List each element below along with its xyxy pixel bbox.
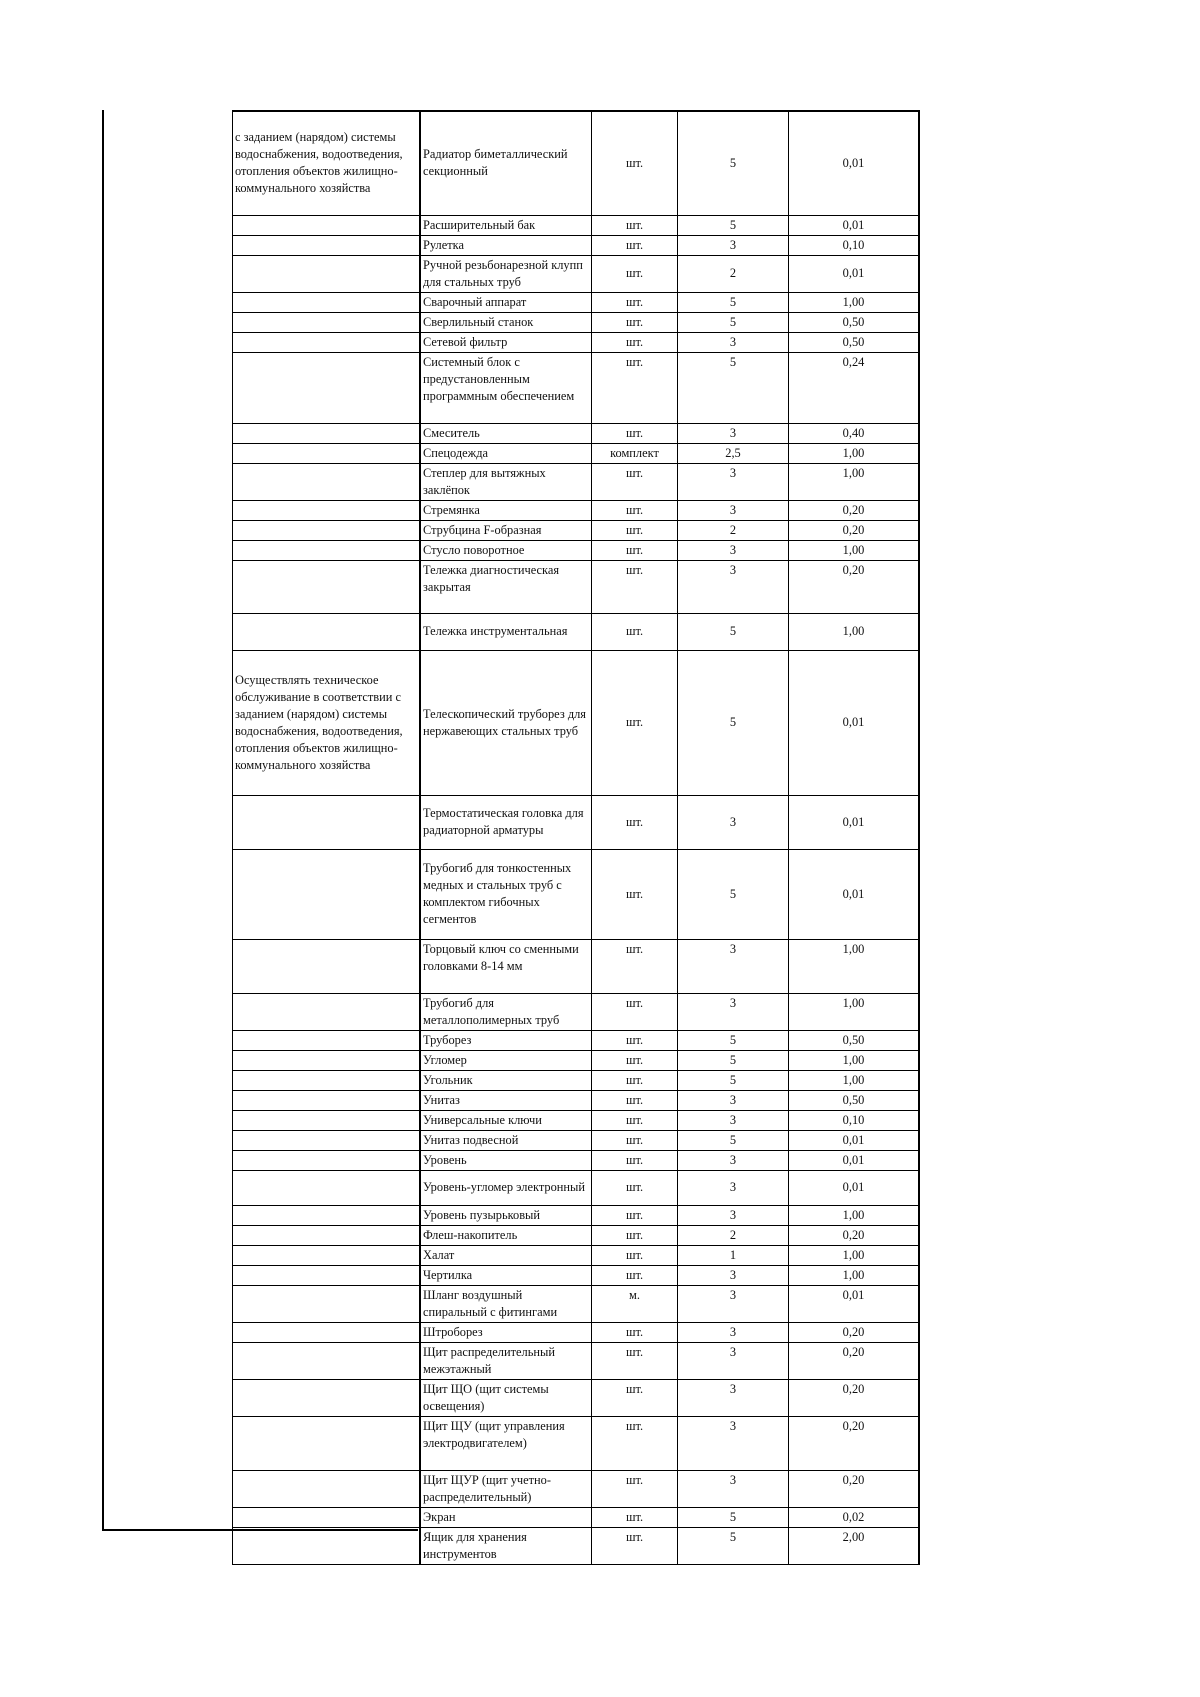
value-cell: 0,01 bbox=[789, 1130, 920, 1150]
unit-cell: шт. bbox=[592, 423, 678, 443]
unit-cell: шт. bbox=[592, 312, 678, 332]
quantity-cell: 3 bbox=[678, 235, 789, 255]
table-row bbox=[233, 650, 920, 795]
unit-cell: шт. bbox=[592, 1342, 678, 1379]
value-cell: 1,00 bbox=[789, 540, 920, 560]
item-name-cell: Ручной резьбонарезной клупп для стальных труб bbox=[420, 255, 592, 292]
item-name-cell: Торцовый ключ со сменными головками 8-14 мм bbox=[420, 939, 592, 993]
table-row bbox=[233, 352, 920, 423]
item-name-cell: Щит ЩУР (щит учетно-распределительный) bbox=[420, 1470, 592, 1507]
table-row bbox=[233, 1265, 920, 1285]
quantity-cell: 5 bbox=[678, 215, 789, 235]
table-row bbox=[233, 1070, 920, 1090]
unit-cell: шт. bbox=[592, 1379, 678, 1416]
quantity-cell: 3 bbox=[678, 463, 789, 500]
quantity-cell: 2 bbox=[678, 255, 789, 292]
unit-cell: шт. bbox=[592, 1110, 678, 1130]
value-cell: 0,01 bbox=[789, 111, 920, 215]
unit-cell: шт. bbox=[592, 1527, 678, 1564]
quantity-cell: 3 bbox=[678, 1110, 789, 1130]
item-name-cell: Чертилка bbox=[420, 1265, 592, 1285]
activity-cell bbox=[233, 1507, 421, 1527]
table-row bbox=[233, 1050, 920, 1070]
item-name-cell: Уровень bbox=[420, 1150, 592, 1170]
value-cell: 0,20 bbox=[789, 1379, 920, 1416]
table-row bbox=[233, 235, 920, 255]
activity-cell bbox=[233, 1285, 421, 1322]
unit-cell: шт. bbox=[592, 1150, 678, 1170]
unit-cell: шт. bbox=[592, 111, 678, 215]
table-row bbox=[233, 1030, 920, 1050]
activity-cell bbox=[233, 1050, 421, 1070]
quantity-cell: 3 bbox=[678, 1285, 789, 1322]
unit-cell: шт. bbox=[592, 1130, 678, 1150]
unit-cell: шт. bbox=[592, 795, 678, 849]
value-cell: 0,40 bbox=[789, 423, 920, 443]
item-name-cell: Трубогиб для металлополимерных труб bbox=[420, 993, 592, 1030]
item-name-cell: Тележка диагностическая закрытая bbox=[420, 560, 592, 613]
quantity-cell: 5 bbox=[678, 1070, 789, 1090]
item-name-cell: Стусло поворотное bbox=[420, 540, 592, 560]
activity-cell bbox=[233, 1170, 421, 1205]
unit-cell: шт. bbox=[592, 613, 678, 650]
value-cell: 1,00 bbox=[789, 939, 920, 993]
quantity-cell: 3 bbox=[678, 993, 789, 1030]
quantity-cell: 3 bbox=[678, 1150, 789, 1170]
value-cell: 0,01 bbox=[789, 215, 920, 235]
unit-cell: шт. bbox=[592, 849, 678, 939]
value-cell: 0,01 bbox=[789, 849, 920, 939]
value-cell: 0,10 bbox=[789, 235, 920, 255]
unit-cell: шт. bbox=[592, 939, 678, 993]
table-row bbox=[233, 1322, 920, 1342]
quantity-cell: 3 bbox=[678, 1090, 789, 1110]
table-row bbox=[233, 443, 920, 463]
table-row bbox=[233, 1130, 920, 1150]
item-name-cell: Экран bbox=[420, 1507, 592, 1527]
unit-cell: шт. bbox=[592, 520, 678, 540]
activity-cell bbox=[233, 215, 421, 235]
activity-cell bbox=[233, 520, 421, 540]
quantity-cell: 5 bbox=[678, 1030, 789, 1050]
table-row bbox=[233, 1416, 920, 1470]
quantity-cell: 3 bbox=[678, 1470, 789, 1507]
quantity-cell: 2,5 bbox=[678, 443, 789, 463]
activity-cell bbox=[233, 463, 421, 500]
value-cell: 0,50 bbox=[789, 312, 920, 332]
value-cell: 0,02 bbox=[789, 1507, 920, 1527]
unit-cell: м. bbox=[592, 1285, 678, 1322]
unit-cell: шт. bbox=[592, 1470, 678, 1507]
activity-cell bbox=[233, 1070, 421, 1090]
unit-cell: комплект bbox=[592, 443, 678, 463]
quantity-cell: 3 bbox=[678, 1170, 789, 1205]
table-row bbox=[233, 215, 920, 235]
unit-cell: шт. bbox=[592, 1245, 678, 1265]
unit-cell: шт. bbox=[592, 1050, 678, 1070]
item-name-cell: Расширительный бак bbox=[420, 215, 592, 235]
table-row bbox=[233, 849, 920, 939]
value-cell: 0,20 bbox=[789, 500, 920, 520]
table-row bbox=[233, 500, 920, 520]
activity-cell bbox=[233, 1265, 421, 1285]
quantity-cell: 5 bbox=[678, 613, 789, 650]
unit-cell: шт. bbox=[592, 1225, 678, 1245]
unit-cell: шт. bbox=[592, 235, 678, 255]
table-row bbox=[233, 423, 920, 443]
quantity-cell: 3 bbox=[678, 1265, 789, 1285]
quantity-cell: 3 bbox=[678, 500, 789, 520]
value-cell: 0,24 bbox=[789, 352, 920, 423]
item-name-cell: Трубогиб для тонкостенных медных и стальных труб с комплектом гибочных сегментов bbox=[420, 849, 592, 939]
activity-cell bbox=[233, 540, 421, 560]
activity-cell bbox=[233, 500, 421, 520]
value-cell: 0,20 bbox=[789, 1470, 920, 1507]
value-cell: 1,00 bbox=[789, 1050, 920, 1070]
table-row bbox=[233, 1110, 920, 1130]
value-cell: 0,50 bbox=[789, 332, 920, 352]
item-name-cell: Стремянка bbox=[420, 500, 592, 520]
table-row bbox=[233, 1527, 920, 1564]
quantity-cell: 3 bbox=[678, 1416, 789, 1470]
quantity-cell: 5 bbox=[678, 849, 789, 939]
item-name-cell: Струбцина F-образная bbox=[420, 520, 592, 540]
quantity-cell: 5 bbox=[678, 312, 789, 332]
item-name-cell: Универсальные ключи bbox=[420, 1110, 592, 1130]
table-row bbox=[233, 332, 920, 352]
table-row bbox=[233, 520, 920, 540]
value-cell: 0,50 bbox=[789, 1090, 920, 1110]
item-name-cell: Сетевой фильтр bbox=[420, 332, 592, 352]
item-name-cell: Сверлильный станок bbox=[420, 312, 592, 332]
value-cell: 1,00 bbox=[789, 993, 920, 1030]
item-name-cell: Системный блок с предустановленным программным обеспечением bbox=[420, 352, 592, 423]
activity-cell bbox=[233, 1110, 421, 1130]
activity-cell bbox=[233, 1527, 421, 1564]
quantity-cell: 3 bbox=[678, 1379, 789, 1416]
table-row bbox=[233, 111, 920, 215]
quantity-cell: 3 bbox=[678, 560, 789, 613]
value-cell: 0,20 bbox=[789, 1225, 920, 1245]
activity-cell bbox=[233, 560, 421, 613]
activity-cell bbox=[233, 1225, 421, 1245]
activity-cell bbox=[233, 613, 421, 650]
table-row bbox=[233, 1245, 920, 1265]
quantity-cell: 5 bbox=[678, 650, 789, 795]
table-row bbox=[233, 795, 920, 849]
unit-cell: шт. bbox=[592, 650, 678, 795]
left-column-border bbox=[102, 110, 104, 1530]
activity-cell: Осуществлять техническое обслуживание в соответствии с заданием (нарядом) системы водоснабжения, водоотведения, отопления объектов жилищно-коммунального хозяйства bbox=[233, 650, 421, 795]
quantity-cell: 2 bbox=[678, 520, 789, 540]
table-row bbox=[233, 1205, 920, 1225]
table-row bbox=[233, 939, 920, 993]
activity-cell bbox=[233, 1130, 421, 1150]
unit-cell: шт. bbox=[592, 560, 678, 613]
item-name-cell: Труборез bbox=[420, 1030, 592, 1050]
unit-cell: шт. bbox=[592, 463, 678, 500]
value-cell: 0,20 bbox=[789, 1416, 920, 1470]
item-name-cell: Щит ЩУ (щит управления электродвигателем) bbox=[420, 1416, 592, 1470]
item-name-cell: Смеситель bbox=[420, 423, 592, 443]
equipment-table-body bbox=[233, 111, 920, 1564]
activity-cell bbox=[233, 255, 421, 292]
activity-cell bbox=[233, 1342, 421, 1379]
quantity-cell: 5 bbox=[678, 1130, 789, 1150]
quantity-cell: 5 bbox=[678, 1527, 789, 1564]
item-name-cell: Угломер bbox=[420, 1050, 592, 1070]
value-cell: 0,01 bbox=[789, 1150, 920, 1170]
activity-cell bbox=[233, 1245, 421, 1265]
table-row bbox=[233, 1285, 920, 1322]
unit-cell: шт. bbox=[592, 352, 678, 423]
quantity-cell: 5 bbox=[678, 292, 789, 312]
activity-cell bbox=[233, 795, 421, 849]
table-row bbox=[233, 613, 920, 650]
item-name-cell: Спецодежда bbox=[420, 443, 592, 463]
table-row bbox=[233, 993, 920, 1030]
value-cell: 0,01 bbox=[789, 795, 920, 849]
quantity-cell: 3 bbox=[678, 1342, 789, 1379]
activity-cell bbox=[233, 1322, 421, 1342]
quantity-cell: 5 bbox=[678, 352, 789, 423]
value-cell: 1,00 bbox=[789, 613, 920, 650]
activity-cell bbox=[233, 332, 421, 352]
unit-cell: шт. bbox=[592, 1030, 678, 1050]
item-name-cell: Тележка инструментальная bbox=[420, 613, 592, 650]
unit-cell: шт. bbox=[592, 1416, 678, 1470]
item-name-cell: Флеш-накопитель bbox=[420, 1225, 592, 1245]
unit-cell: шт. bbox=[592, 540, 678, 560]
value-cell: 0,20 bbox=[789, 560, 920, 613]
item-name-cell: Халат bbox=[420, 1245, 592, 1265]
value-cell: 1,00 bbox=[789, 443, 920, 463]
unit-cell: шт. bbox=[592, 1507, 678, 1527]
quantity-cell: 3 bbox=[678, 1205, 789, 1225]
value-cell: 1,00 bbox=[789, 463, 920, 500]
item-name-cell: Щит ЩО (щит системы освещения) bbox=[420, 1379, 592, 1416]
value-cell: 0,20 bbox=[789, 1322, 920, 1342]
unit-cell: шт. bbox=[592, 292, 678, 312]
value-cell: 1,00 bbox=[789, 1265, 920, 1285]
activity-cell bbox=[233, 1205, 421, 1225]
unit-cell: шт. bbox=[592, 1265, 678, 1285]
activity-cell bbox=[233, 939, 421, 993]
activity-cell bbox=[233, 235, 421, 255]
item-name-cell: Щит распределительный межэтажный bbox=[420, 1342, 592, 1379]
unit-cell: шт. bbox=[592, 993, 678, 1030]
unit-cell: шт. bbox=[592, 255, 678, 292]
equipment-table bbox=[232, 110, 920, 1565]
quantity-cell: 1 bbox=[678, 1245, 789, 1265]
table-row bbox=[233, 560, 920, 613]
value-cell: 1,00 bbox=[789, 1070, 920, 1090]
table-row bbox=[233, 1090, 920, 1110]
table-row bbox=[233, 1379, 920, 1416]
table-row bbox=[233, 312, 920, 332]
activity-cell bbox=[233, 1030, 421, 1050]
value-cell: 0,50 bbox=[789, 1030, 920, 1050]
activity-cell bbox=[233, 993, 421, 1030]
table-row bbox=[233, 1150, 920, 1170]
quantity-cell: 3 bbox=[678, 1322, 789, 1342]
value-cell: 1,00 bbox=[789, 1245, 920, 1265]
table-row bbox=[233, 540, 920, 560]
unit-cell: шт. bbox=[592, 215, 678, 235]
unit-cell: шт. bbox=[592, 500, 678, 520]
quantity-cell: 5 bbox=[678, 1507, 789, 1527]
item-name-cell: Унитаз bbox=[420, 1090, 592, 1110]
item-name-cell: Радиатор биметаллический секционный bbox=[420, 111, 592, 215]
item-name-cell: Ящик для хранения инструментов bbox=[420, 1527, 592, 1564]
quantity-cell: 2 bbox=[678, 1225, 789, 1245]
table-row bbox=[233, 463, 920, 500]
activity-cell bbox=[233, 1150, 421, 1170]
activity-cell bbox=[233, 1090, 421, 1110]
activity-cell bbox=[233, 443, 421, 463]
item-name-cell: Уровень-угломер электронный bbox=[420, 1170, 592, 1205]
table-row bbox=[233, 1470, 920, 1507]
item-name-cell: Шланг воздушный спиральный с фитингами bbox=[420, 1285, 592, 1322]
table-row bbox=[233, 255, 920, 292]
table-row bbox=[233, 1342, 920, 1379]
activity-cell: с заданием (нарядом) системы водоснабжения, водоотведения, отопления объектов жилищно-коммунального хозяйства bbox=[233, 111, 421, 215]
table-row bbox=[233, 1170, 920, 1205]
value-cell: 1,00 bbox=[789, 1205, 920, 1225]
activity-cell bbox=[233, 1416, 421, 1470]
value-cell: 0,20 bbox=[789, 1342, 920, 1379]
unit-cell: шт. bbox=[592, 1170, 678, 1205]
value-cell: 2,00 bbox=[789, 1527, 920, 1564]
activity-cell bbox=[233, 849, 421, 939]
value-cell: 0,01 bbox=[789, 1285, 920, 1322]
value-cell: 0,10 bbox=[789, 1110, 920, 1130]
value-cell: 1,00 bbox=[789, 292, 920, 312]
quantity-cell: 3 bbox=[678, 332, 789, 352]
quantity-cell: 5 bbox=[678, 1050, 789, 1070]
value-cell: 0,01 bbox=[789, 650, 920, 795]
item-name-cell: Термостатическая головка для радиаторной арматуры bbox=[420, 795, 592, 849]
item-name-cell: Рулетка bbox=[420, 235, 592, 255]
item-name-cell: Штроборез bbox=[420, 1322, 592, 1342]
activity-cell bbox=[233, 352, 421, 423]
item-name-cell: Унитаз подвесной bbox=[420, 1130, 592, 1150]
quantity-cell: 3 bbox=[678, 939, 789, 993]
item-name-cell: Угольник bbox=[420, 1070, 592, 1090]
table-row bbox=[233, 292, 920, 312]
activity-cell bbox=[233, 1470, 421, 1507]
table-row bbox=[233, 1225, 920, 1245]
item-name-cell: Сварочный аппарат bbox=[420, 292, 592, 312]
value-cell: 0,01 bbox=[789, 255, 920, 292]
quantity-cell: 3 bbox=[678, 795, 789, 849]
value-cell: 0,20 bbox=[789, 520, 920, 540]
unit-cell: шт. bbox=[592, 1205, 678, 1225]
value-cell: 0,01 bbox=[789, 1170, 920, 1205]
item-name-cell: Уровень пузырьковый bbox=[420, 1205, 592, 1225]
item-name-cell: Телескопический труборез для нержавеющих стальных труб bbox=[420, 650, 592, 795]
activity-cell bbox=[233, 292, 421, 312]
quantity-cell: 5 bbox=[678, 111, 789, 215]
unit-cell: шт. bbox=[592, 1090, 678, 1110]
activity-cell bbox=[233, 423, 421, 443]
unit-cell: шт. bbox=[592, 332, 678, 352]
unit-cell: шт. bbox=[592, 1322, 678, 1342]
activity-cell bbox=[233, 1379, 421, 1416]
unit-cell: шт. bbox=[592, 1070, 678, 1090]
item-name-cell: Степлер для вытяжных заклёпок bbox=[420, 463, 592, 500]
activity-cell bbox=[233, 312, 421, 332]
quantity-cell: 3 bbox=[678, 540, 789, 560]
quantity-cell: 3 bbox=[678, 423, 789, 443]
table-row bbox=[233, 1507, 920, 1527]
